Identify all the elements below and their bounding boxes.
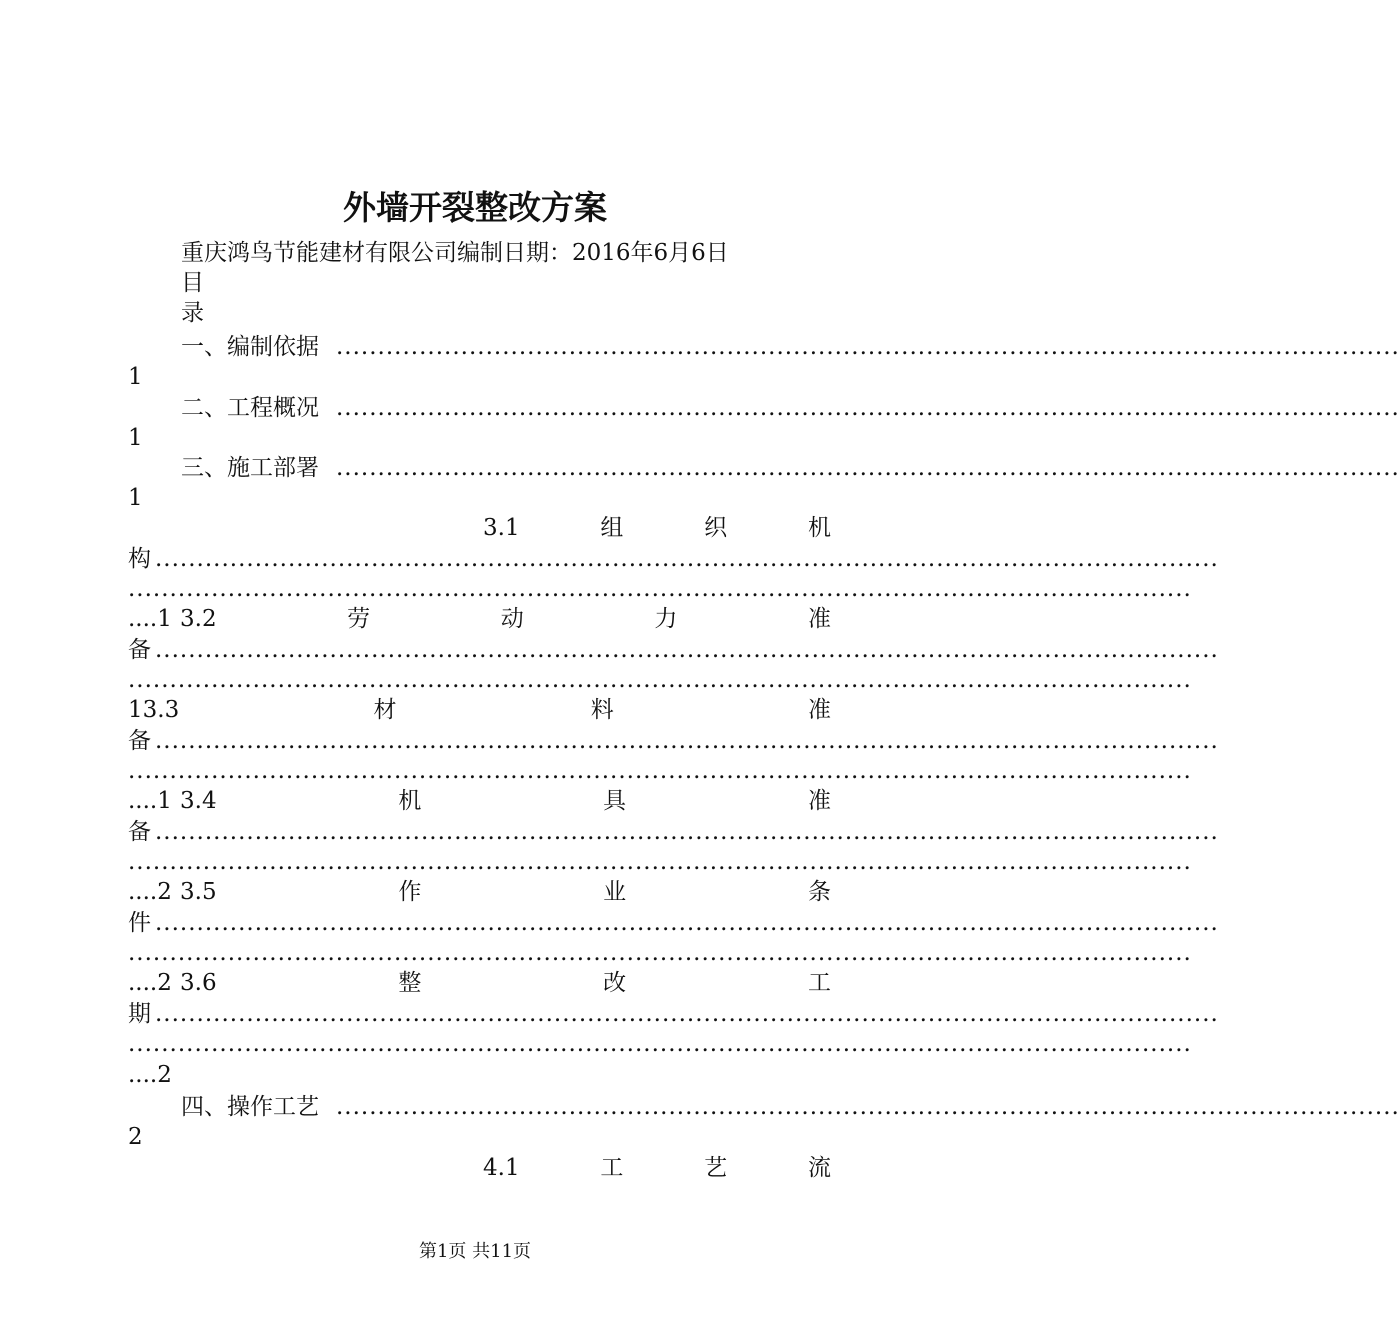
toc-leader: ................................................................................................................................: [155, 819, 1219, 845]
toc-page-number: 1: [128, 485, 143, 511]
toc-leader: ................................................................................................................................: [128, 1031, 1192, 1057]
toc-leader: ................................................................................................................................: [336, 334, 1400, 360]
toc-leader: ................................................................................................................................: [128, 940, 1192, 966]
toc-page-prefix: ....1: [128, 606, 172, 632]
toc-subitem-3-6: [180, 968, 831, 998]
toc-char: 改: [603, 970, 627, 996]
toc-char: 动: [500, 606, 524, 632]
toc-char: 条: [807, 879, 831, 905]
toc-section-3: 三、施工部署: [181, 455, 319, 481]
toc-char: 期: [128, 1001, 151, 1027]
toc-leader: ................................................................................................................................: [128, 667, 1192, 693]
toc-leader: ................................................................................................................................: [155, 546, 1219, 572]
toc-char: 准: [807, 606, 831, 632]
toc-leader: ................................................................................................................................: [155, 637, 1219, 663]
toc-number: 3.2: [180, 606, 217, 632]
toc-leader: ................................................................................................................................: [155, 910, 1219, 936]
toc-section-4: 四、操作工艺: [181, 1094, 319, 1120]
toc-leader: ................................................................................................................................: [336, 1094, 1400, 1120]
toc-char: 机: [807, 515, 831, 541]
toc-char: 业: [603, 879, 627, 905]
toc-page-number: 1: [128, 364, 143, 390]
document-title: 外墙开裂整改方案: [343, 188, 607, 227]
toc-char: 备: [128, 728, 151, 754]
toc-heading-1: 目: [181, 270, 204, 296]
toc-char: 组: [600, 515, 624, 541]
toc-leader: ................................................................................................................................: [128, 576, 1192, 602]
toc-page-number: 2: [128, 1124, 143, 1150]
toc-char: 件: [128, 910, 151, 936]
toc-subitem-3-2: [180, 604, 831, 634]
toc-char: 准: [807, 788, 831, 814]
toc-leader: ................................................................................................................................: [155, 1001, 1219, 1027]
toc-leader: ................................................................................................................................: [128, 758, 1192, 784]
toc-subitem-3-1: [483, 513, 831, 543]
toc-char: 劳: [347, 606, 371, 632]
toc-leader: ................................................................................................................................: [336, 455, 1400, 481]
toc-char: 机: [398, 788, 422, 814]
toc-page-prefix: ....1: [128, 788, 172, 814]
toc-heading-2: 录: [181, 300, 204, 326]
toc-subitem-3-3: [128, 695, 831, 725]
toc-char: 备: [128, 819, 151, 845]
subtitle: 重庆鸿鸟节能建材有限公司编制日期：2016年6月6日: [181, 240, 729, 266]
toc-subitem-4-1: [483, 1153, 831, 1183]
toc-char: 织: [704, 515, 728, 541]
toc-char: 具: [603, 788, 627, 814]
toc-section-2: 二、工程概况: [181, 395, 319, 421]
toc-page-number: 1: [128, 425, 143, 451]
toc-char: 料: [590, 697, 614, 723]
toc-number: 3.1: [483, 515, 520, 541]
toc-section-1: 一、编制依据: [181, 334, 319, 360]
toc-subitem-3-4: [180, 786, 831, 816]
toc-char: 艺: [704, 1155, 728, 1181]
toc-char: 力: [654, 606, 678, 632]
toc-char: 工: [807, 970, 831, 996]
toc-leader: ................................................................................................................................: [128, 849, 1192, 875]
toc-char: 流: [807, 1155, 831, 1181]
toc-number: 13.3: [128, 697, 180, 723]
toc-char: 构: [128, 546, 151, 572]
toc-leader: ................................................................................................................................: [155, 728, 1219, 754]
toc-char: 备: [128, 637, 151, 663]
page-footer: 第1页 共11页: [418, 1241, 532, 1262]
toc-char: 整: [398, 970, 422, 996]
toc-char: 工: [600, 1155, 624, 1181]
toc-number: 3.6: [180, 970, 217, 996]
toc-char: 材: [373, 697, 397, 723]
toc-leader: ................................................................................................................................: [336, 395, 1400, 421]
toc-number: 4.1: [483, 1155, 520, 1181]
toc-number: 3.4: [180, 788, 217, 814]
toc-page-prefix: ....2: [128, 879, 172, 905]
toc-page-prefix: ....2: [128, 970, 172, 996]
toc-number: 3.5: [180, 879, 217, 905]
toc-char: 作: [398, 879, 422, 905]
toc-page-number: ....2: [128, 1062, 172, 1088]
toc-char: 准: [807, 697, 831, 723]
toc-subitem-3-5: [180, 877, 831, 907]
